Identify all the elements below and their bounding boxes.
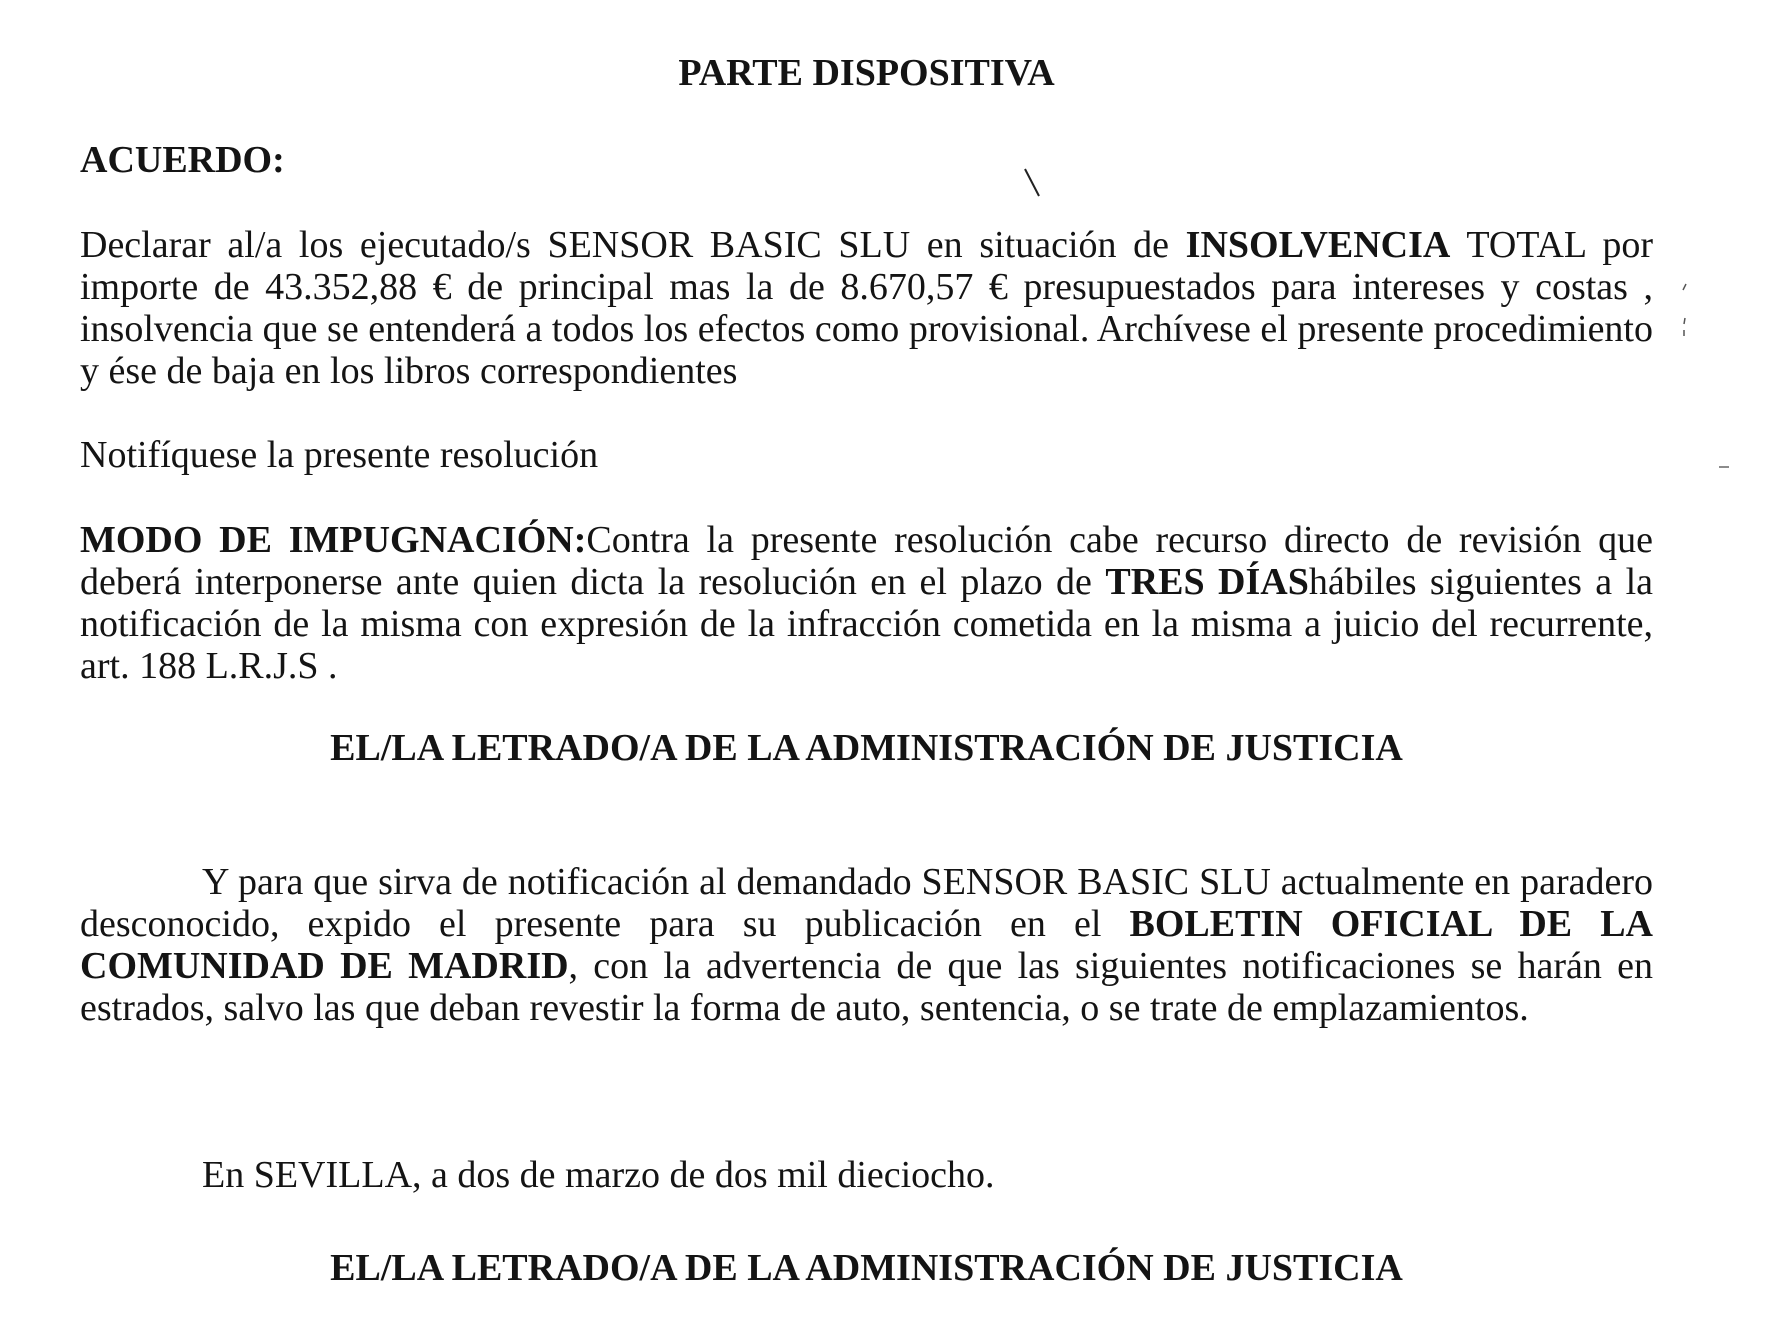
notice-text-1: Y para que sirva de notificación al demandado SENSOR BASIC SLU actualmente en paradero desconocido, expido el presente para su publicación en el xyxy=(80,861,1653,945)
signature-heading-first: EL/LA LETRADO/A DE LA ADMINISTRACIÓN DE JUSTICIA xyxy=(330,727,1403,769)
notify-line: Notifíquese la presente resolución xyxy=(80,434,599,476)
acuerdo-heading: ACUERDO: xyxy=(80,139,285,181)
declaration-text-2: TOTAL por importe de 43.352,88 € de principal mas la de 8.670,57 € presupuestados para intereses y costas , insolvencia que se entenderá a todos los efectos como provisional. Archívese el presente procedimiento y ése de baja en los libros correspondientes xyxy=(80,224,1653,392)
scan-dot-marks xyxy=(1680,282,1690,342)
impugnacion-heading: MODO DE IMPUGNACIÓN: xyxy=(80,519,587,561)
declaration-text-1: Declarar al/a los ejecutado/s SENSOR BASIC SLU en situación de xyxy=(80,224,1186,266)
scan-stroke-mark xyxy=(1022,166,1042,200)
impugnacion-text-1: Contra la presente resolución cabe recurso directo de revisión que deberá interponerse ante quien dicta la resolución en el plazo de xyxy=(80,519,1653,603)
scan-dash-mark xyxy=(1718,464,1730,470)
notice-bold-boletin: BOLETIN OFICIAL DE LA COMUNIDAD DE MADRID xyxy=(80,903,1653,987)
impugnacion-text-2: hábiles siguientes a la notificación de la misma con expresión de la infracción cometida en la misma a juicio del recurrente, art. 188 L.R.J.S . xyxy=(80,561,1653,687)
declaration-bold-insolvencia: INSOLVENCIA xyxy=(1185,224,1451,266)
impugnacion-paragraph xyxy=(80,519,1653,687)
page-title: PARTE DISPOSITIVA xyxy=(678,52,1055,94)
impugnacion-bold-tres-dias: TRES DÍAS xyxy=(1105,561,1309,603)
notice-text-2: , con la advertencia de que las siguientes notificaciones se harán en estrados, salvo las que deban revestir la forma de auto, sentencia, o se trate de emplazamientos. xyxy=(80,945,1653,1029)
declaration-paragraph xyxy=(80,224,1653,392)
notice-paragraph xyxy=(80,861,1653,1029)
signature-heading-second: EL/LA LETRADO/A DE LA ADMINISTRACIÓN DE JUSTICIA xyxy=(330,1247,1403,1289)
place-date: En SEVILLA, a dos de marzo de dos mil dieciocho. xyxy=(202,1154,995,1196)
